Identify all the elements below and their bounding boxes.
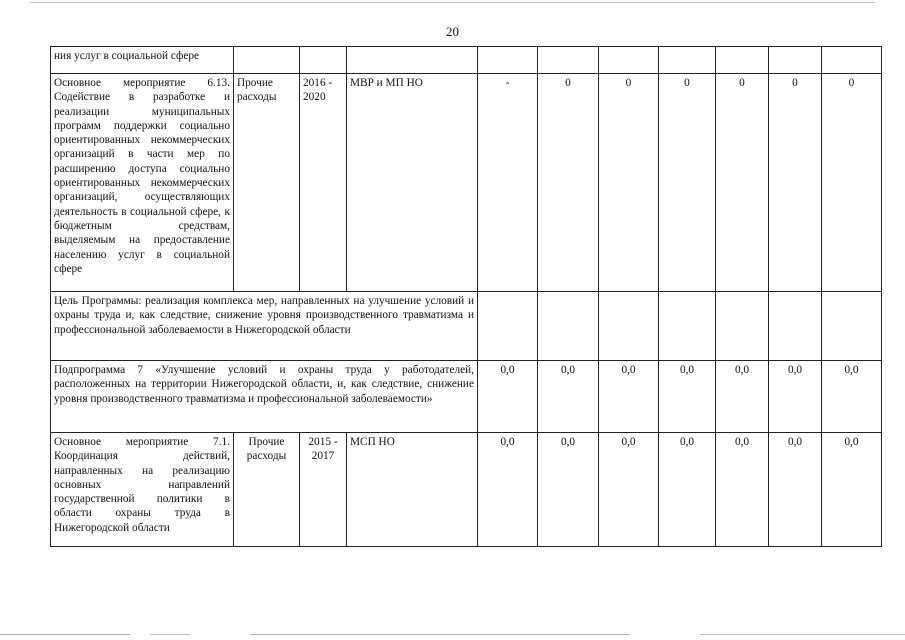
row-value [822, 292, 882, 361]
row-executor: МВР и МП НО [347, 74, 478, 292]
scan-artifact-bottom [0, 634, 130, 635]
table-row [51, 74, 882, 292]
row-value [659, 292, 716, 361]
table-row [51, 47, 882, 74]
row-value: 0,0 [769, 433, 822, 547]
row-value: 0 [599, 74, 659, 292]
row-value: 0,0 [822, 433, 882, 547]
row-value [478, 292, 538, 361]
row-value: 0,0 [716, 433, 769, 547]
row-value: 0,0 [538, 433, 599, 547]
table-row [51, 292, 882, 361]
row-executor: МСП НО [347, 433, 478, 547]
row-value: - [478, 74, 538, 292]
table-row [51, 361, 882, 433]
row-value [538, 47, 599, 74]
row-value [716, 292, 769, 361]
row-period: 2016 - 2020 [300, 74, 347, 292]
row-value [659, 47, 716, 74]
scan-artifact-bottom [700, 634, 905, 635]
row-value [769, 292, 822, 361]
row-value: 0 [716, 74, 769, 292]
table-row [51, 433, 882, 547]
row-value: 0,0 [599, 433, 659, 547]
page-number: 20 [446, 24, 459, 39]
scan-artifact-bottom [250, 634, 630, 635]
row-value: 0,0 [478, 433, 538, 547]
row-value: 0 [538, 74, 599, 292]
row-description: ния услуг в социальной сфере [51, 47, 234, 74]
row-value [599, 292, 659, 361]
row-value: 0 [659, 74, 716, 292]
row-period [300, 47, 347, 74]
row-executor [347, 47, 478, 74]
program-table [50, 46, 882, 547]
row-value: 0,0 [659, 433, 716, 547]
row-value: 0,0 [599, 361, 659, 433]
row-description: Основное мероприятие 7.1. Координация действий, направленных на реализацию основных направлений государственной политики в области охраны труда в Нижегородской области [51, 433, 234, 547]
row-value [599, 47, 659, 74]
row-value: 0,0 [822, 361, 882, 433]
row-value: 0,0 [478, 361, 538, 433]
scan-artifact-bottom [150, 634, 190, 635]
row-type [234, 47, 300, 74]
row-value: 0,0 [538, 361, 599, 433]
row-value: 0,0 [659, 361, 716, 433]
row-type: Прочие расходы [234, 433, 300, 547]
program-goal: Цель Программы: реализация комплекса мер, направленных на улучшение условий и охраны труда и, как следствие, снижение уровня производственного травматизма и профессиональной заболеваемости в Нижегородской области [51, 292, 478, 361]
row-value: 0,0 [769, 361, 822, 433]
subprogram-title: Подпрограмма 7 «Улучшение условий и охраны труда у работодателей, расположенных на территории Нижегородской области, и, как следствие, снижение уровня производственного травматизма и профессиональной заболеваемости» [51, 361, 478, 433]
row-value [538, 292, 599, 361]
row-type: Прочие расходы [234, 74, 300, 292]
row-value: 0 [822, 74, 882, 292]
row-description: Основное мероприятие 6.13. Содействие в разработке и реализации муниципальных программ поддержки социально ориентированных некоммерческих организаций в части мер по расширению доступа социально ориентированных некоммерческих организаций, осуществляющих деятельность в социальной сфере, к бюджетным средствам, выделяемым на предоставление населению услуг в социальной сфере [51, 74, 234, 292]
row-value: 0 [769, 74, 822, 292]
row-value [822, 47, 882, 74]
scan-artifact-top [30, 2, 875, 3]
row-value [716, 47, 769, 74]
row-period: 2015 - 2017 [300, 433, 347, 547]
row-value [769, 47, 822, 74]
row-value: 0,0 [716, 361, 769, 433]
row-value [478, 47, 538, 74]
